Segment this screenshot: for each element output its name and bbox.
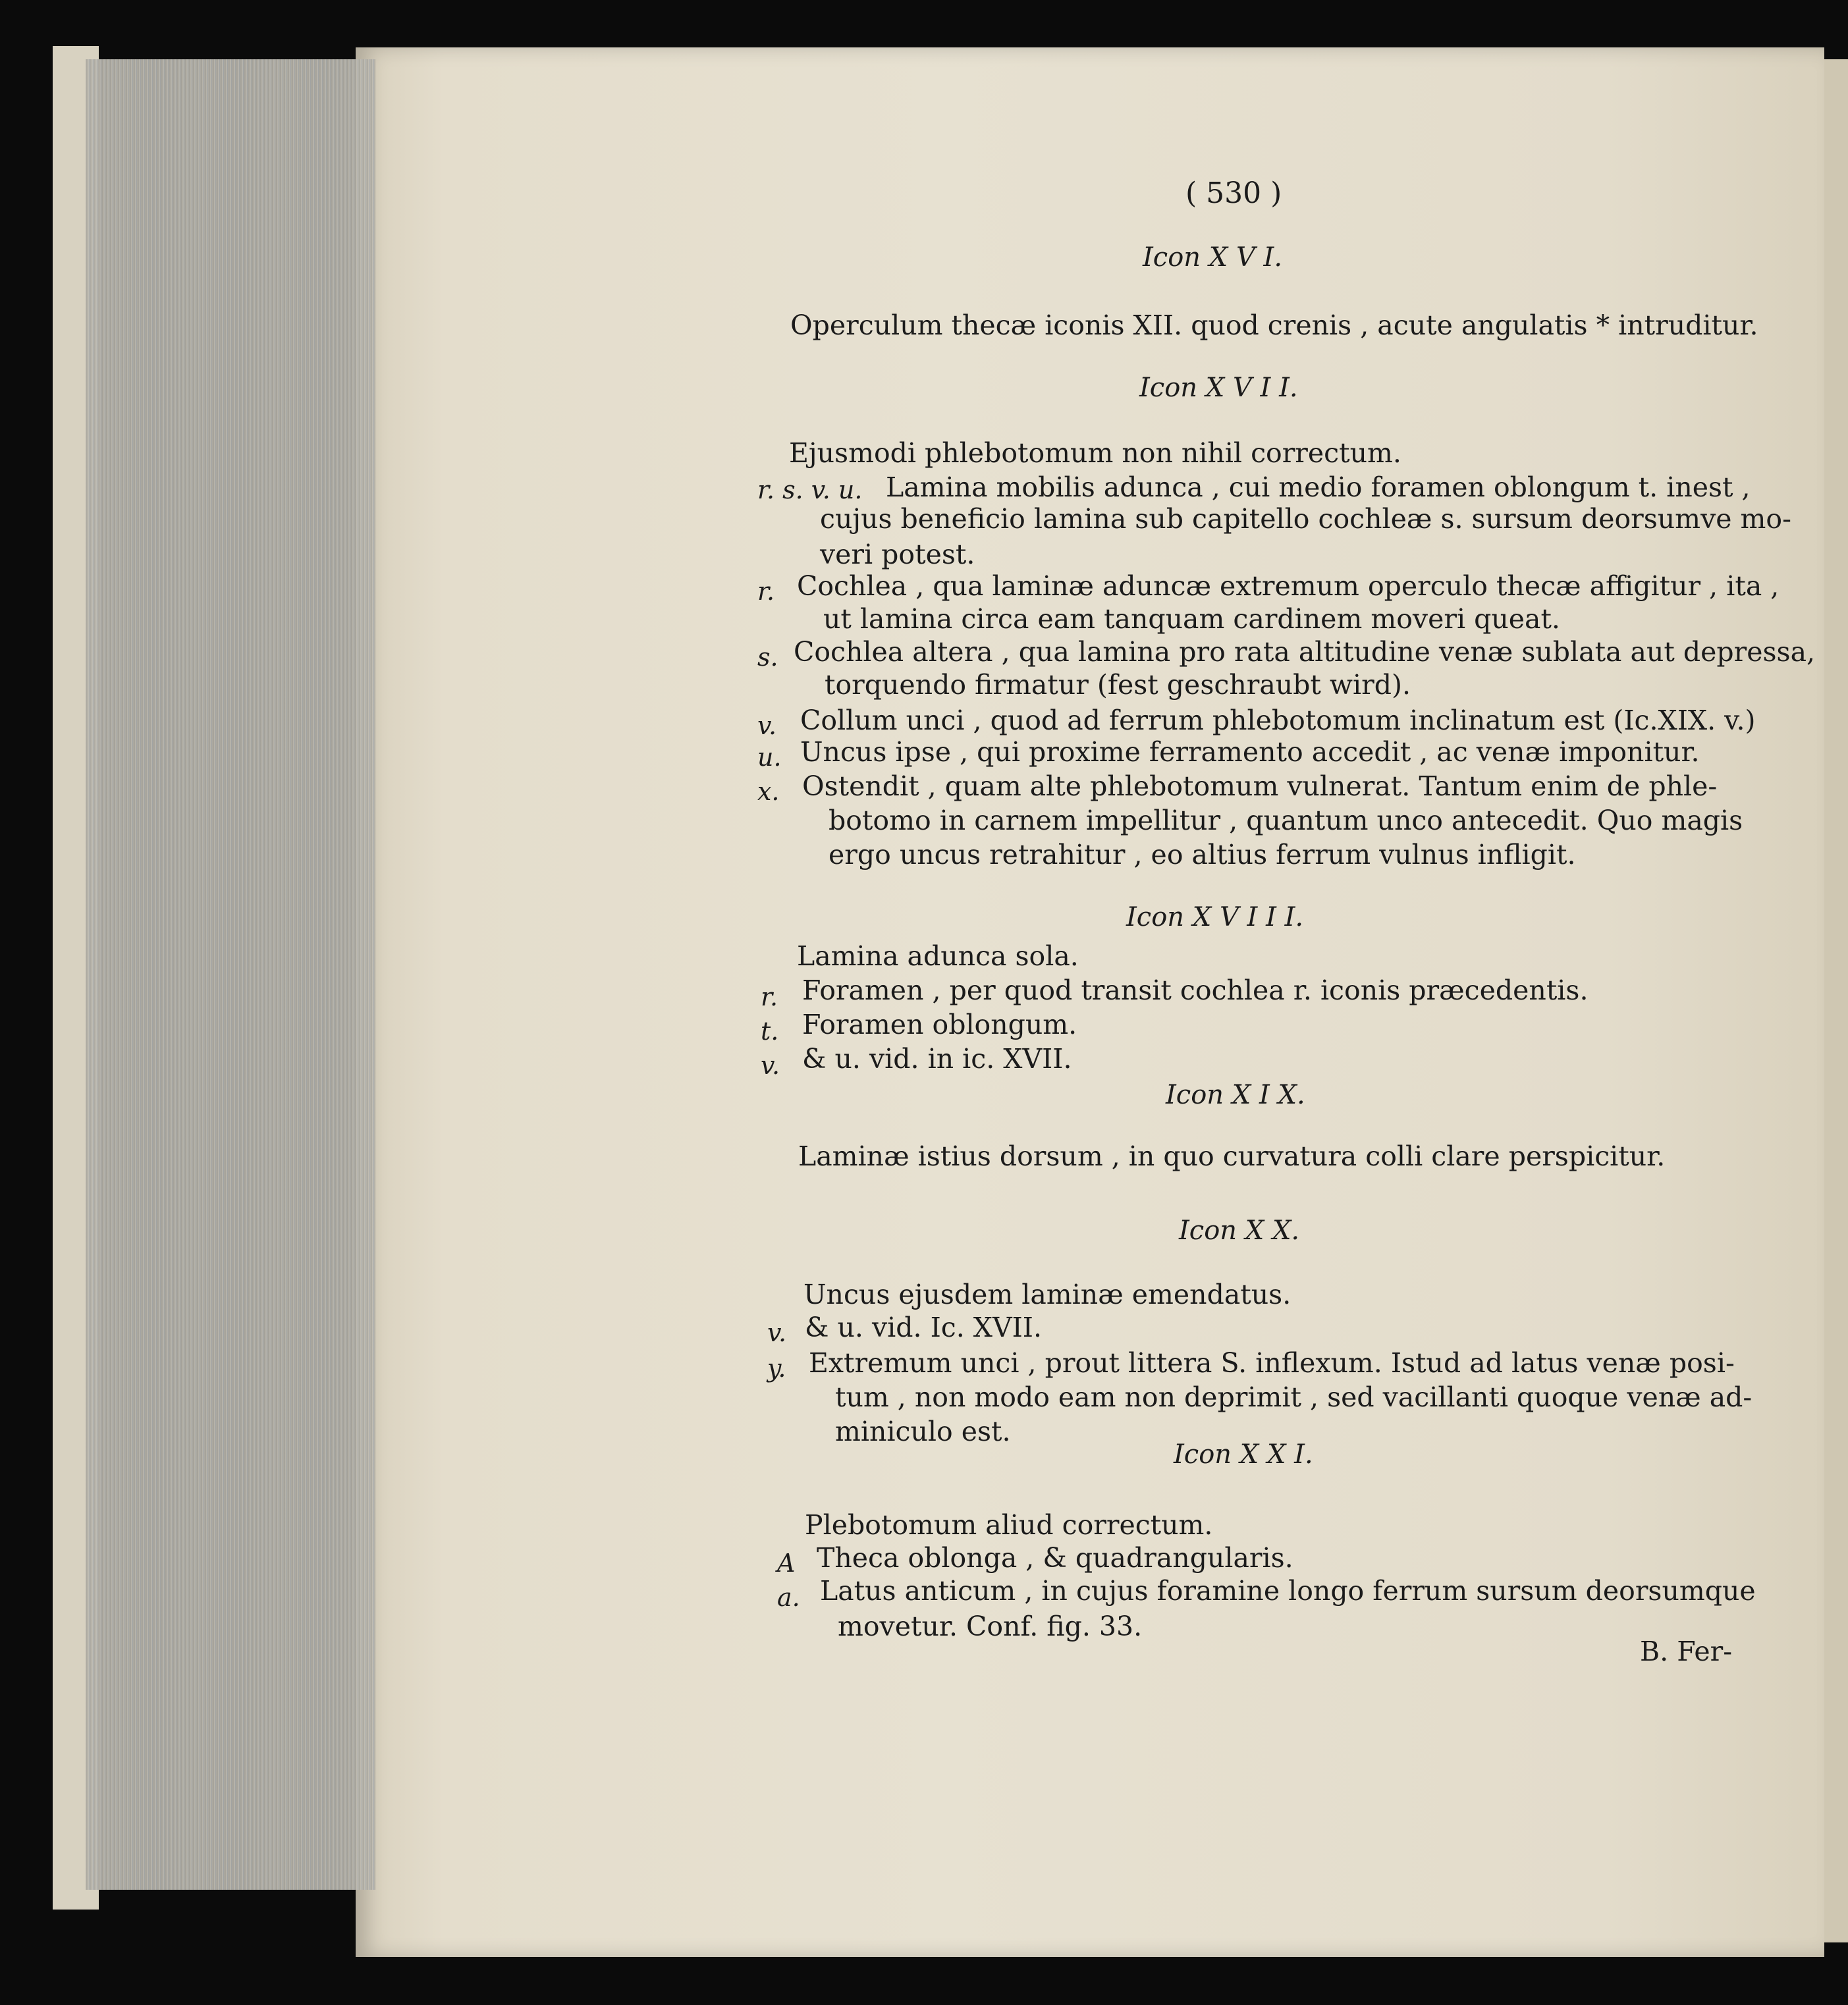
text-line: Lamina mobilis adunca , cui medio foramen oblongum t. inest ,	[886, 471, 1751, 503]
item-mark: v.	[761, 1051, 780, 1080]
item-mark: A	[777, 1549, 796, 1578]
text-line: Ejusmodi phlebotomum non nihil correctum.	[789, 437, 1401, 469]
text-line: Operculum thecæ iconis XII. quod crenis , acute angulatis * intruditur.	[790, 309, 1758, 341]
text-line: cujus beneficio lamina sub capitello cochleæ s. sursum deorsumve mo-	[820, 503, 1791, 535]
text-line: tum , non modo eam non deprimit , sed vacillanti quoque venæ ad-	[835, 1381, 1753, 1413]
text-line: veri potest.	[820, 539, 975, 570]
section-heading: Icon X X I.	[1174, 1439, 1313, 1470]
section-heading: Icon X V I I I.	[1126, 902, 1304, 932]
item-mark: v.	[767, 1318, 787, 1347]
text-line: Plebotomum aliud correctum.	[805, 1509, 1213, 1541]
section-heading: Icon X X.	[1179, 1216, 1300, 1246]
text-line: & u. vid. Ic. XVII.	[805, 1312, 1043, 1343]
text-line: ut lamina circa eam tanquam cardinem moveri queat.	[823, 603, 1560, 635]
item-mark: r. s. v. u.	[757, 475, 863, 504]
page-number: ( 530 )	[1185, 176, 1282, 210]
item-mark: x.	[757, 777, 780, 806]
item-mark: v.	[757, 711, 777, 740]
item-mark: r.	[757, 577, 775, 606]
text-line: Ostendit , quam alte phlebotomum vulnerat. Tantum enim de phle-	[802, 770, 1718, 802]
text-line: movetur. Conf. fig. 33.	[838, 1611, 1143, 1642]
item-mark: a.	[777, 1583, 800, 1612]
text-line: miniculo est.	[835, 1416, 1011, 1447]
text-line: Uncus ipse , qui proxime ferramento accedit , ac venæ imponitur.	[800, 736, 1700, 768]
page-block-edge	[86, 59, 375, 1890]
text-line: Theca oblonga , & quadrangularis.	[817, 1542, 1293, 1574]
item-mark: t.	[761, 1017, 779, 1046]
text-line: botomo in carnem impellitur , quantum unco antecedit. Quo magis	[829, 805, 1743, 836]
text-line: Lamina adunca sola.	[797, 940, 1079, 972]
text-line: Cochlea , qua laminæ aduncæ extremum operculo thecæ affigitur , ita ,	[797, 570, 1780, 602]
text-line: Cochlea altera , qua lamina pro rata altitudine venæ sublata aut depressa,	[794, 636, 1816, 668]
text-line: Foramen oblongum.	[802, 1009, 1077, 1040]
facing-page-strip	[1824, 59, 1848, 1942]
catchword: B. Fer-	[1640, 1636, 1733, 1667]
item-mark: s.	[757, 643, 778, 672]
text-line: & u. vid. in ic. XVII.	[802, 1043, 1072, 1075]
text-line: torquendo firmatur (fest geschraubt wird).	[825, 669, 1411, 701]
text-line: Latus anticum , in cujus foramine longo ferrum sursum deorsumque	[820, 1575, 1756, 1607]
text-line: Uncus ejusdem laminæ emendatus.	[803, 1279, 1291, 1310]
text-line: Extremum unci , prout littera S. inflexum. Istud ad latus venæ posi-	[809, 1347, 1735, 1379]
text-line: Laminæ istius dorsum , in quo curvatura colli clare perspicitur.	[798, 1140, 1666, 1172]
item-mark: y.	[767, 1354, 786, 1383]
section-heading: Icon X V I I.	[1139, 373, 1298, 403]
item-mark: r.	[761, 982, 778, 1011]
text-line: ergo uncus retrahitur , eo altius ferrum vulnus infligit.	[829, 839, 1576, 870]
section-heading: Icon X I X.	[1166, 1080, 1305, 1110]
text-line: Foramen , per quod transit cochlea r. iconis præcedentis.	[802, 975, 1589, 1006]
text-line: Collum unci , quod ad ferrum phlebotomum inclinatum est (Ic.XIX. v.)	[800, 705, 1756, 736]
item-mark: u.	[757, 743, 782, 772]
section-heading: Icon X V I.	[1143, 242, 1283, 273]
